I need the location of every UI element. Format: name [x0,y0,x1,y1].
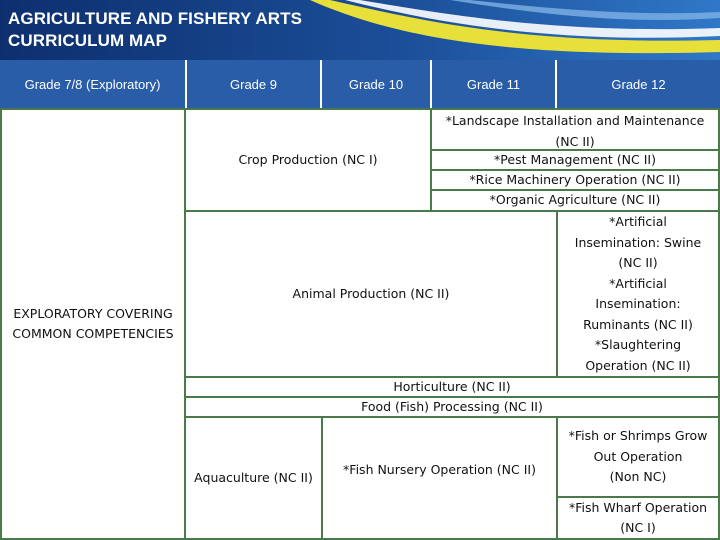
crop-production-label: Crop Production (NC I) [238,151,378,167]
header-grade-12: Grade 12 [611,76,666,92]
ai-ruminants-label: *Artificial Insemination: Ruminants (NC II) [583,275,693,332]
organic-agriculture-cell [430,189,720,212]
animal-production-label: Animal Production (NC II) [292,285,450,301]
fish-wharf-label: *Fish Wharf Operation (NC I) [568,499,708,535]
fish-nursery-cell [321,416,558,540]
animal-nc-ii-cell [556,210,720,378]
exploratory-cell [0,108,186,540]
organic-agriculture-label: *Organic Agriculture (NC II) [489,192,661,208]
food-fish-processing-cell [184,396,720,418]
header-divider [555,60,557,108]
grade-header-row [0,60,720,108]
fish-wharf-cell [556,496,720,540]
landscape-label: *Landscape Installation and Maintenance (NC II) [445,113,705,149]
rice-machinery-cell [430,169,720,191]
food-fish-processing-label: Food (Fish) Processing (NC II) [361,398,543,414]
pest-management-cell [430,149,720,171]
exploratory-label: EXPLORATORY COVERING COMMON COMPETENCIES [12,305,174,341]
fish-shrimps-cell [556,416,720,498]
fish-nursery-label: *Fish Nursery Operation (NC II) [343,462,536,477]
aquaculture-label: Aquaculture (NC II) [194,469,313,485]
header-grade-11: Grade 11 [466,76,521,92]
header-divider [320,60,322,108]
header-grade-10: Grade 10 [348,76,404,92]
horticulture-cell [184,376,720,398]
rice-machinery-label: *Rice Machinery Operation (NC II) [469,171,681,187]
slaughtering-label: *Slaughtering Operation (NC II) [585,337,691,373]
header-divider [185,60,187,108]
page-title: AGRICULTURE AND FISHERY ARTS CURRICULUM MAP [8,9,303,50]
header-grade-7-8: Grade 7/8 (Exploratory) [24,76,161,92]
title-banner [0,0,720,60]
horticulture-label: Horticulture (NC II) [393,378,511,394]
aquaculture-cell [184,416,323,540]
swoosh-light-band [450,0,720,20]
header-divider [430,60,432,108]
landscape-cell [430,108,720,151]
crop-production-cell [184,108,432,212]
header-grade-9: Grade 9 [230,76,277,92]
curriculum-grid [0,108,720,540]
fish-shrimps-label: *Fish or Shrimps Grow Out Operation (Non NC) [568,428,708,485]
ai-swine-label: *Artificial Insemination: Swine (NC II) [574,214,702,270]
pest-management-label: *Pest Management (NC II) [494,151,656,167]
animal-production-cell [184,210,558,378]
